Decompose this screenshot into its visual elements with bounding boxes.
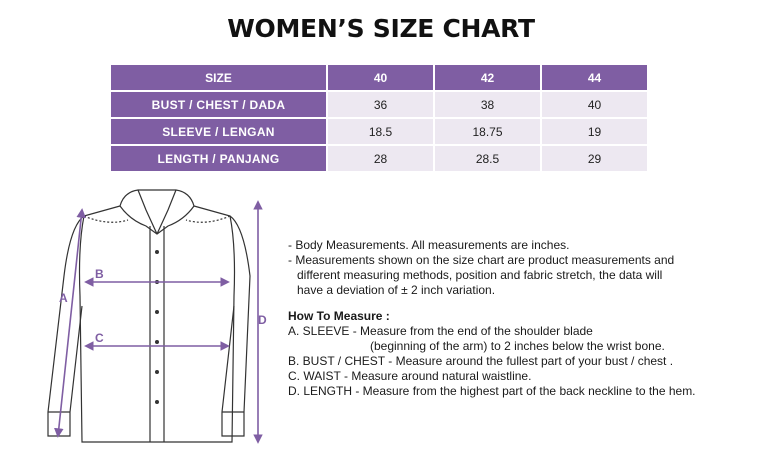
row-label-sleeve: SLEEVE / LENGAN [110,118,327,145]
shirt-diagram [38,186,278,448]
note-line: different measuring methods, position and fabric stretch, the data will [297,268,663,282]
table-cell: 29 [541,145,648,172]
label-c: C [95,331,104,345]
note-line: - Measurements shown on the size chart are product measurements and [288,253,675,267]
label-d: D [258,313,267,327]
note-line: have a deviation of ± 2 inch variation. [297,283,496,297]
instruction-bust: B. BUST / CHEST - Measure around the fullest part of your bust / chest . [288,354,674,368]
table-row [110,118,648,145]
table-cell: 18.75 [434,118,541,145]
row-label-bust: BUST / CHEST / DADA [110,91,327,118]
table-cell: 28.5 [434,145,541,172]
table-cell: 18.5 [327,118,434,145]
table-cell: 38 [434,91,541,118]
size-chart-table [109,63,649,173]
how-to-measure-heading: How To Measure : [288,309,390,323]
page-title: WOMEN’S SIZE CHART [227,14,535,43]
instruction-length: D. LENGTH - Measure from the highest part of the back neckline to the hem. [288,384,696,398]
table-cell: 36 [327,91,434,118]
note-line: - Body Measurements. All measurements are inches. [288,238,570,252]
table-cell: 19 [541,118,648,145]
instruction-waist: C. WAIST - Measure around natural waistline. [288,369,532,383]
shirt-outline [48,190,250,442]
instruction-sleeve-continued: (beginning of the arm) to 2 inches below the wrist bone. [370,339,665,353]
table-row [110,91,648,118]
table-header-row [110,64,648,91]
table-row [110,145,648,172]
header-cell-44: 44 [541,64,648,91]
table-cell: 40 [541,91,648,118]
header-cell-40: 40 [327,64,434,91]
table-cell: 28 [327,145,434,172]
shirt-buttons [155,250,159,404]
header-cell-size: SIZE [110,64,327,91]
row-label-length: LENGTH / PANJANG [110,145,327,172]
label-b: B [95,267,104,281]
measurement-notes [288,238,758,399]
label-a: A [59,291,68,305]
instruction-sleeve: A. SLEEVE - Measure from the end of the shoulder blade [288,324,593,338]
header-cell-42: 42 [434,64,541,91]
